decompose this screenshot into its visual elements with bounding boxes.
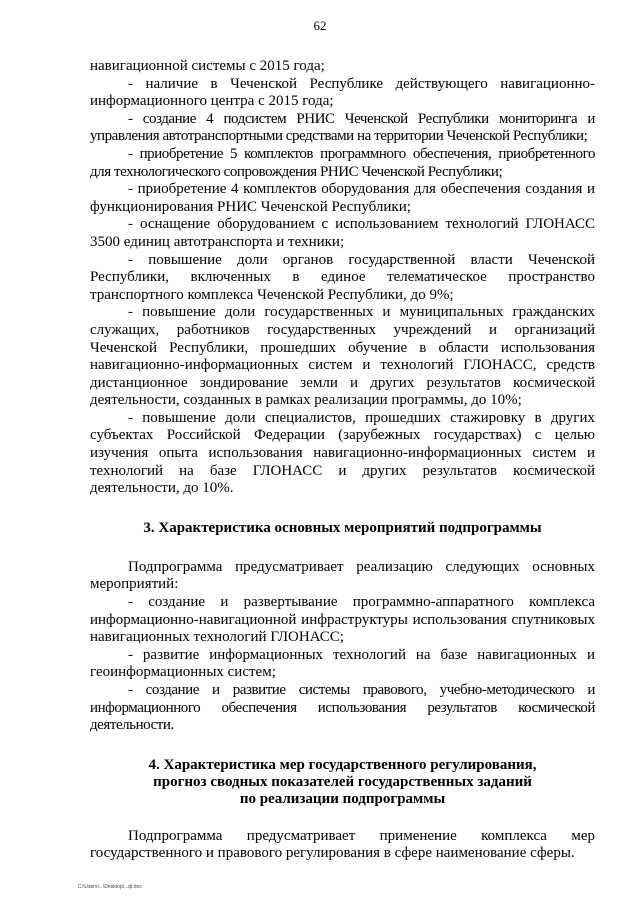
- list-item: - наличие в Чеченской Республике действующего навигационно-информационного центра с 2015 года;: [90, 75, 595, 110]
- section-4-text: Подпрограмма предусматривает применение комплекса мер государственного и правового регулирования в сфере наименование сферы.: [90, 827, 595, 862]
- list-item: - оснащение оборудованием с использованием технологий ГЛОНАСС 3500 единиц автотранспорта и техники;: [90, 216, 595, 250]
- list-item: - повышение доли специалистов, прошедших стажировку в других субъектах Российской Федерации (зарубежных государствах) с целью изучения опыта использования навигационно-информационных систем и технологий на базе ГЛОНАСС и других результатов космической деятельности, до 10%.: [90, 409, 595, 497]
- page-number: 62: [313, 18, 327, 33]
- section-3-heading: 3. Характеристика основных мероприятий подпрограммы: [143, 519, 542, 536]
- section-4-heading-line: прогноз сводных показателей государственных заданий: [153, 773, 532, 790]
- list-item: - создание и развертывание программно-аппаратного комплекса информационно-навигационной инфраструктуры использования спутниковых навигационных технологий ГЛОНАСС;: [90, 594, 595, 646]
- section-4-heading: [90, 757, 595, 808]
- section-3-intro: Подпрограмма предусматривает реализацию следующих основных мероприятий:: [90, 558, 595, 593]
- list-item: - создание 4 подсистем РНИС Чеченской Республики мониторинга и управления автотранспортными средствами на территории Чеченской Республики;: [90, 110, 595, 145]
- list-item: навигационной системы с 2015 года;: [90, 58, 325, 74]
- section-4-heading-line: по реализации подпрограммы: [239, 790, 446, 807]
- list-item: - приобретение 4 комплектов оборудования для обеспечения создания и функционирования РНИС Чеченской Республики;: [90, 181, 595, 215]
- list-item: - повышение доли государственных и муниципальных гражданских служащих, работников государственных учреждений и организаций Чеченской Республики, прошедших обучение в области использования навигационно-информационных систем и технологий ГЛОНАСС, средств дистанционное зондирование земли и других результатов космической деятельности, созданных в рамках реализации программы, до 10%;: [90, 304, 595, 409]
- list-item: - развитие информационных технологий на базе навигационных и геоинформационных систем;: [90, 646, 595, 681]
- section-4-heading-line: 4. Характеристика мер государственного регулирования,: [148, 756, 537, 773]
- file-path-footer: C:\Users\...\Desktop\...ф.doc: [78, 884, 142, 890]
- list-item: - повышение доли органов государственной власти Чеченской Республики, включенных в единое телематическое пространство транспортного комплекса Чеченской Республики, до 9%;: [90, 251, 595, 303]
- list-item: - создание и развитие системы правового, учебно-методического и информационного обеспечения использования результатов космической деятельности.: [90, 682, 595, 734]
- page-content: [90, 58, 595, 863]
- list-item: - приобретение 5 комплектов программного обеспечения, приобретенного для технологического сопровождения РНИС Чеченской Республики;: [90, 145, 595, 180]
